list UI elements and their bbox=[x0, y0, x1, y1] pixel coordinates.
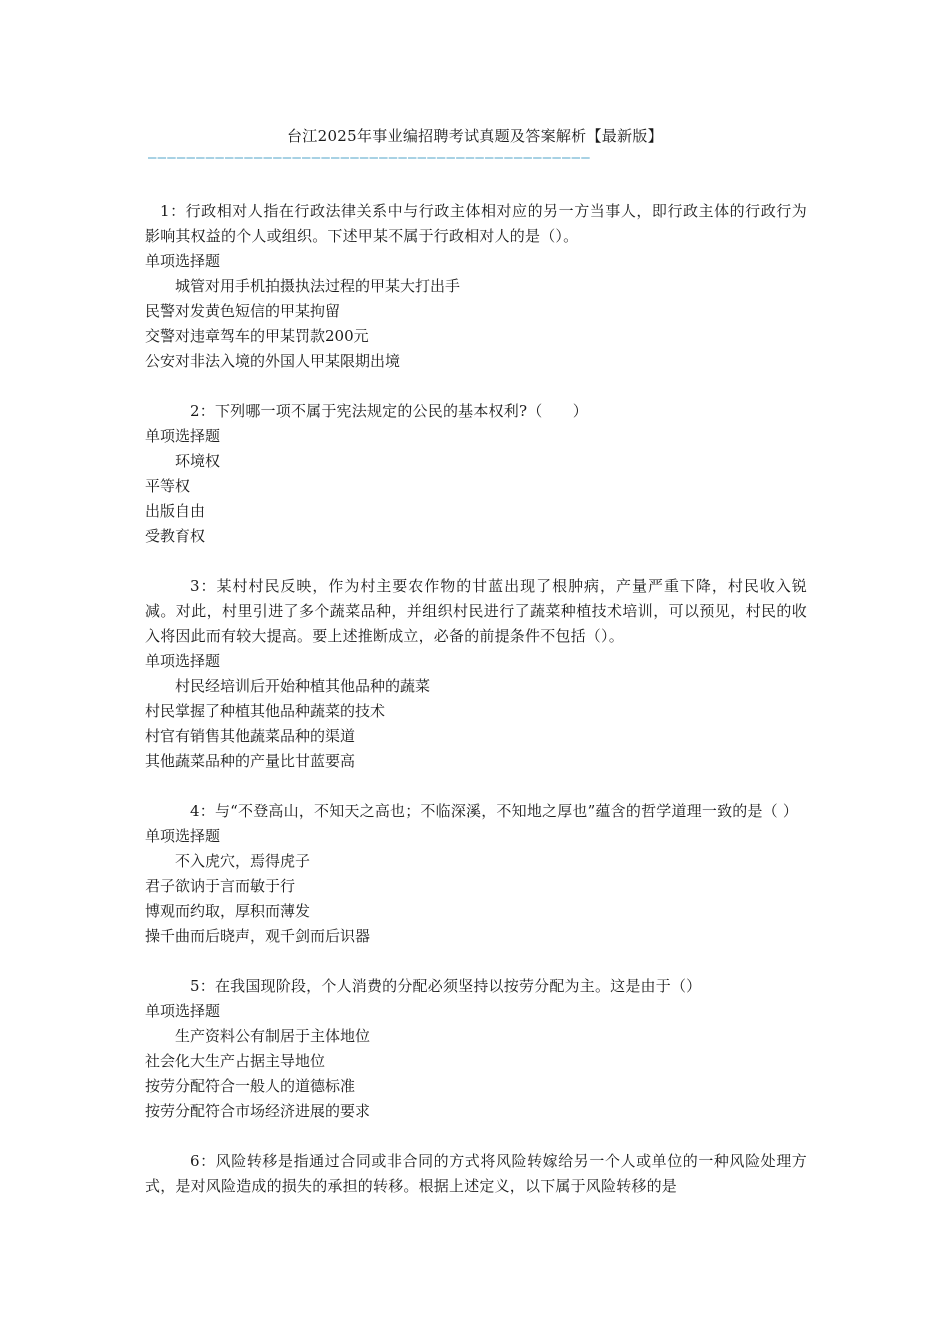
question-1 bbox=[145, 199, 807, 374]
option: 生产资料公有制居于主体地位 bbox=[175, 1027, 371, 1045]
question-stem: 5：在我国现阶段，个人消费的分配必须坚持以按劳分配为主。这是由于（） bbox=[190, 977, 702, 995]
option: 出版自由 bbox=[145, 502, 206, 520]
question-stem: 6：风险转移是指通过合同或非合同的方式将风险转嫁给另一个人或单位的一种风险处理方式，是对风险造成的损失的承担的转移。根据上述定义，以下属于风险转移的是 bbox=[145, 1152, 807, 1195]
question-stem: 3：某村村民反映，作为村主要农作物的甘蓝出现了根肿病，产量严重下降，村民收入锐减。对此，村里引进了多个蔬菜品种，并组织村民进行了蔬菜种植技术培训，可以预见，村民的收入将因此而有较大提高。要上述推断成立，必备的前提条件不包括（）。 bbox=[145, 577, 807, 645]
title-divider: —————————————————————————————————————————————— bbox=[148, 150, 591, 166]
question-3 bbox=[145, 574, 807, 774]
question-type: 单项选择题 bbox=[145, 427, 221, 445]
question-2 bbox=[145, 399, 807, 549]
option: 交警对违章驾车的甲某罚款200元 bbox=[145, 327, 369, 345]
document-title: 台江2025年事业编招聘考试真题及答案解析【最新版】 bbox=[287, 127, 663, 145]
option: 村民掌握了种植其他品种蔬菜的技术 bbox=[145, 702, 386, 720]
question-5 bbox=[145, 974, 807, 1124]
option: 君子欲讷于言而敏于行 bbox=[145, 877, 296, 895]
option: 民警对发黄色短信的甲某拘留 bbox=[145, 302, 341, 320]
question-type: 单项选择题 bbox=[145, 1002, 221, 1020]
option: 不入虎穴，焉得虎子 bbox=[175, 852, 311, 870]
option: 城管对用手机拍摄执法过程的甲某大打出手 bbox=[175, 277, 461, 295]
option: 环境权 bbox=[175, 452, 221, 470]
option: 其他蔬菜品种的产量比甘蓝要高 bbox=[145, 752, 356, 770]
option: 村官有销售其他蔬菜品种的渠道 bbox=[145, 727, 356, 745]
question-stem: 4：与“不登高山，不知天之高也；不临深溪，不知地之厚也”蕴含的哲学道理一致的是（ ） bbox=[190, 802, 799, 820]
question-stem: 2：下列哪一项不属于宪法规定的公民的基本权利?（ ） bbox=[190, 402, 588, 420]
question-4 bbox=[145, 799, 807, 949]
option: 社会化大生产占据主导地位 bbox=[145, 1052, 326, 1070]
question-type: 单项选择题 bbox=[145, 252, 221, 270]
option: 按劳分配符合一般人的道德标准 bbox=[145, 1077, 356, 1095]
question-type: 单项选择题 bbox=[145, 827, 221, 845]
question-stem: 1：行政相对人指在行政法律关系中与行政主体相对应的另一方当事人，即行政主体的行政行为影响其权益的个人或组织。下述甲某不属于行政相对人的是（）。 bbox=[145, 202, 807, 245]
option: 博观而约取，厚积而薄发 bbox=[145, 902, 311, 920]
option: 平等权 bbox=[145, 477, 191, 495]
question-6 bbox=[145, 1149, 807, 1199]
option: 公安对非法入境的外国人甲某限期出境 bbox=[145, 352, 401, 370]
option: 村民经培训后开始种植其他品种的蔬菜 bbox=[175, 677, 431, 695]
question-type: 单项选择题 bbox=[145, 652, 221, 670]
question-list bbox=[145, 199, 807, 1224]
option: 受教育权 bbox=[145, 527, 206, 545]
option: 按劳分配符合市场经济进展的要求 bbox=[145, 1102, 371, 1120]
option: 操千曲而后晓声，观千剑而后识器 bbox=[145, 927, 371, 945]
